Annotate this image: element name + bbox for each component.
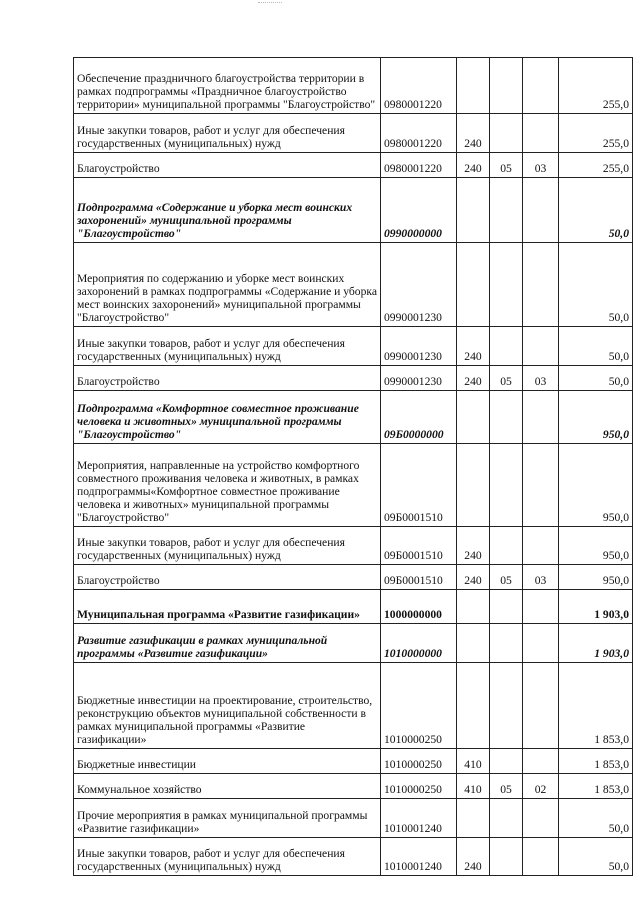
budget-table-body [74, 58, 633, 876]
row-amount: 50,0 [559, 178, 633, 243]
table-row [74, 663, 633, 749]
row-expense-type [457, 624, 490, 663]
row-amount: 1 853,0 [559, 774, 633, 799]
row-expense-type: 240 [457, 366, 490, 391]
row-code: 1010001240 [381, 838, 457, 876]
row-name: Мероприятия по содержанию и уборке мест воинских захоронений в рамках подпрограммы «Содержание и уборка мест воинских захоронений» муниципальной программы "Благоустройство" [74, 243, 381, 327]
row-amount: 255,0 [559, 153, 633, 178]
row-code: 1010000250 [381, 749, 457, 774]
row-subsection [523, 749, 559, 774]
row-section [490, 838, 523, 876]
row-expense-type [457, 663, 490, 749]
row-subsection [523, 444, 559, 527]
row-code: 0990001230 [381, 366, 457, 391]
row-name: Подпрограмма «Комфортное совместное проживание человека и животных» муниципальной программы "Благоустройство" [74, 391, 381, 444]
row-name: Развитие газификации в рамках муниципальной программы «Развитие газификации» [74, 624, 381, 663]
row-amount: 50,0 [559, 327, 633, 366]
row-section [490, 444, 523, 527]
row-subsection: 03 [523, 366, 559, 391]
row-section [490, 749, 523, 774]
row-section [490, 178, 523, 243]
row-expense-type [457, 58, 490, 114]
table-row [74, 799, 633, 838]
table-row [74, 838, 633, 876]
row-section [490, 590, 523, 624]
row-amount: 950,0 [559, 391, 633, 444]
row-subsection [523, 663, 559, 749]
row-subsection: 03 [523, 565, 559, 590]
table-row [74, 153, 633, 178]
row-amount: 1 853,0 [559, 749, 633, 774]
row-name: Благоустройство [74, 565, 381, 590]
row-code: 09Б0001510 [381, 565, 457, 590]
row-amount: 950,0 [559, 444, 633, 527]
row-amount: 950,0 [559, 527, 633, 565]
row-name: Мероприятия, направленные на устройство комфортного совместного проживания человека и животных, в рамках подпрограммы«Комфортное совместное проживание человека и животных» муниципальной программы "Благоустройство" [74, 444, 381, 527]
table-row [74, 590, 633, 624]
row-section [490, 799, 523, 838]
row-name: Подпрограмма «Содержание и уборка мест воинских захоронений» муниципальной программы "Благоустройство" [74, 178, 381, 243]
row-subsection: 03 [523, 153, 559, 178]
table-row [74, 527, 633, 565]
row-name: Благоустройство [74, 366, 381, 391]
row-code: 0990000000 [381, 178, 457, 243]
row-expense-type [457, 590, 490, 624]
row-name: Благоустройство [74, 153, 381, 178]
row-name: Иные закупки товаров, работ и услуг для обеспечения государственных (муниципальных) нужд [74, 327, 381, 366]
row-code: 0990001230 [381, 327, 457, 366]
row-expense-type [457, 391, 490, 444]
row-amount: 50,0 [559, 366, 633, 391]
row-name: Бюджетные инвестиции на проектирование, строительство, реконструкцию объектов муниципальной собственности в рамках муниципальной программы «Развитие газификации» [74, 663, 381, 749]
row-expense-type: 410 [457, 774, 490, 799]
row-code: 1010001240 [381, 799, 457, 838]
row-section [490, 663, 523, 749]
table-row [74, 444, 633, 527]
row-amount: 1 903,0 [559, 624, 633, 663]
row-name: Обеспечение праздничного благоустройства территории в рамках подпрограммы «Праздничное благоустройство территории» муниципальной программы "Благоустройство" [74, 58, 381, 114]
table-row [74, 243, 633, 327]
row-code: 1010000000 [381, 624, 457, 663]
row-section [490, 58, 523, 114]
row-amount: 1 853,0 [559, 663, 633, 749]
row-subsection [523, 243, 559, 327]
row-expense-type: 240 [457, 527, 490, 565]
table-row [74, 749, 633, 774]
row-name: Коммунальное хозяйство [74, 774, 381, 799]
row-subsection: 02 [523, 774, 559, 799]
row-code: 1010000250 [381, 774, 457, 799]
row-name: Бюджетные инвестиции [74, 749, 381, 774]
row-section: 05 [490, 153, 523, 178]
row-section [490, 327, 523, 366]
row-expense-type: 240 [457, 114, 490, 153]
table-row [74, 565, 633, 590]
row-amount: 50,0 [559, 243, 633, 327]
row-code: 09Б0001510 [381, 527, 457, 565]
row-name: Прочие мероприятия в рамках муниципальной программы «Развитие газификации» [74, 799, 381, 838]
row-code: 0980001220 [381, 58, 457, 114]
row-section: 05 [490, 774, 523, 799]
row-subsection [523, 838, 559, 876]
table-row [74, 624, 633, 663]
row-code: 0980001220 [381, 114, 457, 153]
table-row [74, 327, 633, 366]
row-name: Муниципальная программа «Развитие газификации» [74, 590, 381, 624]
table-row [74, 366, 633, 391]
table-row [74, 114, 633, 153]
row-amount: 1 903,0 [559, 590, 633, 624]
row-subsection [523, 114, 559, 153]
row-section [490, 527, 523, 565]
row-expense-type: 240 [457, 565, 490, 590]
row-expense-type: 240 [457, 327, 490, 366]
row-subsection [523, 178, 559, 243]
row-expense-type [457, 243, 490, 327]
row-code: 09Б0000000 [381, 391, 457, 444]
row-section [490, 624, 523, 663]
row-subsection [523, 391, 559, 444]
row-amount: 255,0 [559, 114, 633, 153]
row-expense-type: 240 [457, 838, 490, 876]
budget-table [73, 57, 633, 876]
row-expense-type [457, 444, 490, 527]
row-code: 09Б0001510 [381, 444, 457, 527]
row-section: 05 [490, 366, 523, 391]
row-section: 05 [490, 565, 523, 590]
row-expense-type: 410 [457, 749, 490, 774]
row-subsection [523, 58, 559, 114]
table-row [74, 774, 633, 799]
row-code: 1010000250 [381, 663, 457, 749]
row-amount: 950,0 [559, 565, 633, 590]
row-subsection [523, 624, 559, 663]
row-code: 0990001230 [381, 243, 457, 327]
row-subsection [523, 527, 559, 565]
row-subsection [523, 590, 559, 624]
row-expense-type [457, 799, 490, 838]
row-subsection [523, 327, 559, 366]
row-section [490, 243, 523, 327]
row-name: Иные закупки товаров, работ и услуг для обеспечения государственных (муниципальных) нужд [74, 114, 381, 153]
row-amount: 255,0 [559, 58, 633, 114]
row-expense-type [457, 178, 490, 243]
table-row [74, 391, 633, 444]
row-section [490, 391, 523, 444]
row-section [490, 114, 523, 153]
row-code: 1000000000 [381, 590, 457, 624]
row-name: Иные закупки товаров, работ и услуг для обеспечения государственных (муниципальных) нужд [74, 838, 381, 876]
table-row [74, 58, 633, 114]
row-expense-type: 240 [457, 153, 490, 178]
row-subsection [523, 799, 559, 838]
row-code: 0980001220 [381, 153, 457, 178]
row-amount: 50,0 [559, 799, 633, 838]
scan-mark [258, 2, 282, 5]
table-row [74, 178, 633, 243]
row-amount: 50,0 [559, 838, 633, 876]
row-name: Иные закупки товаров, работ и услуг для обеспечения государственных (муниципальных) нужд [74, 527, 381, 565]
